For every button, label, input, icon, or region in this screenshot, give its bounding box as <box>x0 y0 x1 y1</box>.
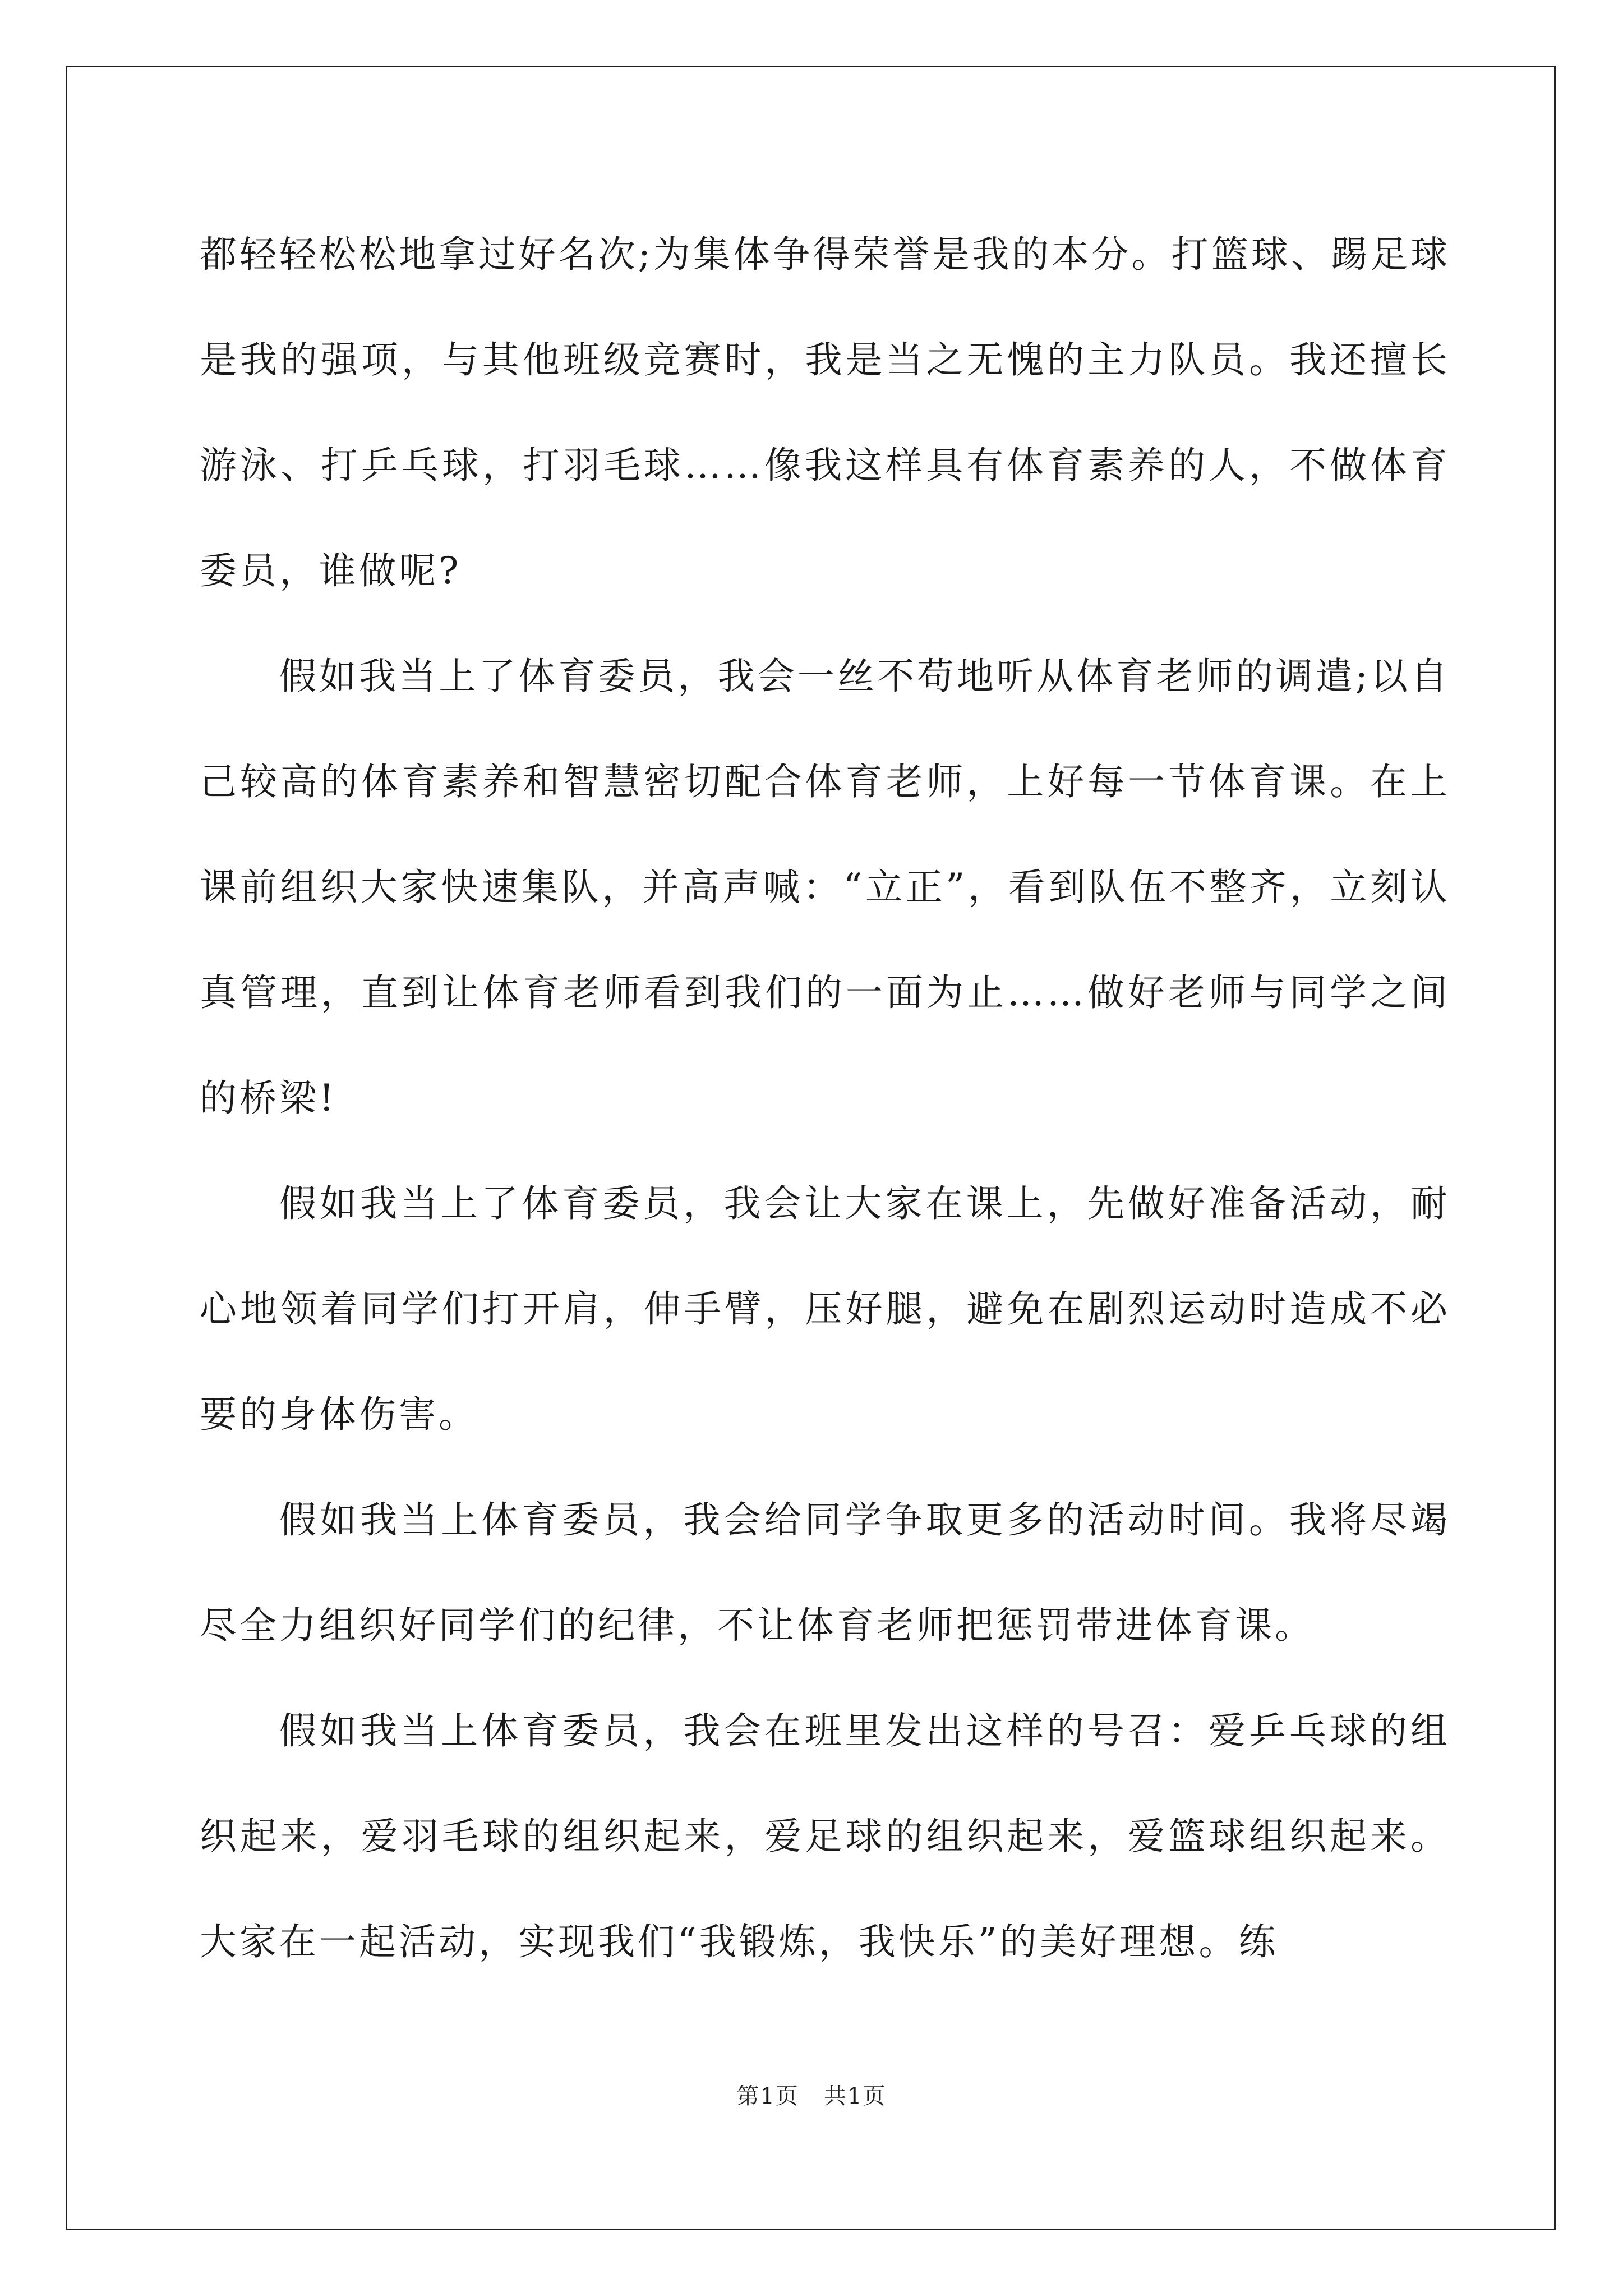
paragraph-3: 假如我当上了体育委员，我会让大家在课上，先做好准备活动，耐心地领着同学们打开肩，伸手臂，压好腿，避免在剧烈运动时造成不必要的身体伤害。 <box>200 1182 1450 1436</box>
paragraph-1: 都轻轻松松地拿过好名次;为集体争得荣誉是我的本分。打篮球、踢足球是我的强项，与其他班级竞赛时，我是当之无愧的主力队员。我还擅长游泳、打乒乓球，打羽毛球……像我这样具有体育素养的人，不做体育委员，谁做呢? <box>200 233 1450 592</box>
document-body <box>200 202 1450 1995</box>
paragraph-4: 假如我当上体育委员，我会给同学争取更多的活动时间。我将尽竭尽全力组织好同学们的纪律，不让体育老师把惩罚带进体育课。 <box>200 1498 1450 1647</box>
paragraph-5: 假如我当上体育委员，我会在班里发出这样的号召：爱乒乓球的组织起来，爱羽毛球的组织起来，爱足球的组织起来，爱篮球组织起来。大家在一起活动，实现我们“我锻炼，我快乐”的美好理想。练 <box>200 1709 1450 1963</box>
page-number-footer: 第1页 共1页 <box>736 2083 887 2109</box>
paragraph-2: 假如我当上了体育委员，我会一丝不苟地听从体育老师的调遣;以自己较高的体育素养和智慧密切配合体育老师，上好每一节体育课。在上课前组织大家快速集队，并高声喊：“立正”，看到队伍不整齐，立刻认真管理，直到让体育老师看到我们的一面为止……做好老师与同学之间的桥梁! <box>200 655 1450 1120</box>
